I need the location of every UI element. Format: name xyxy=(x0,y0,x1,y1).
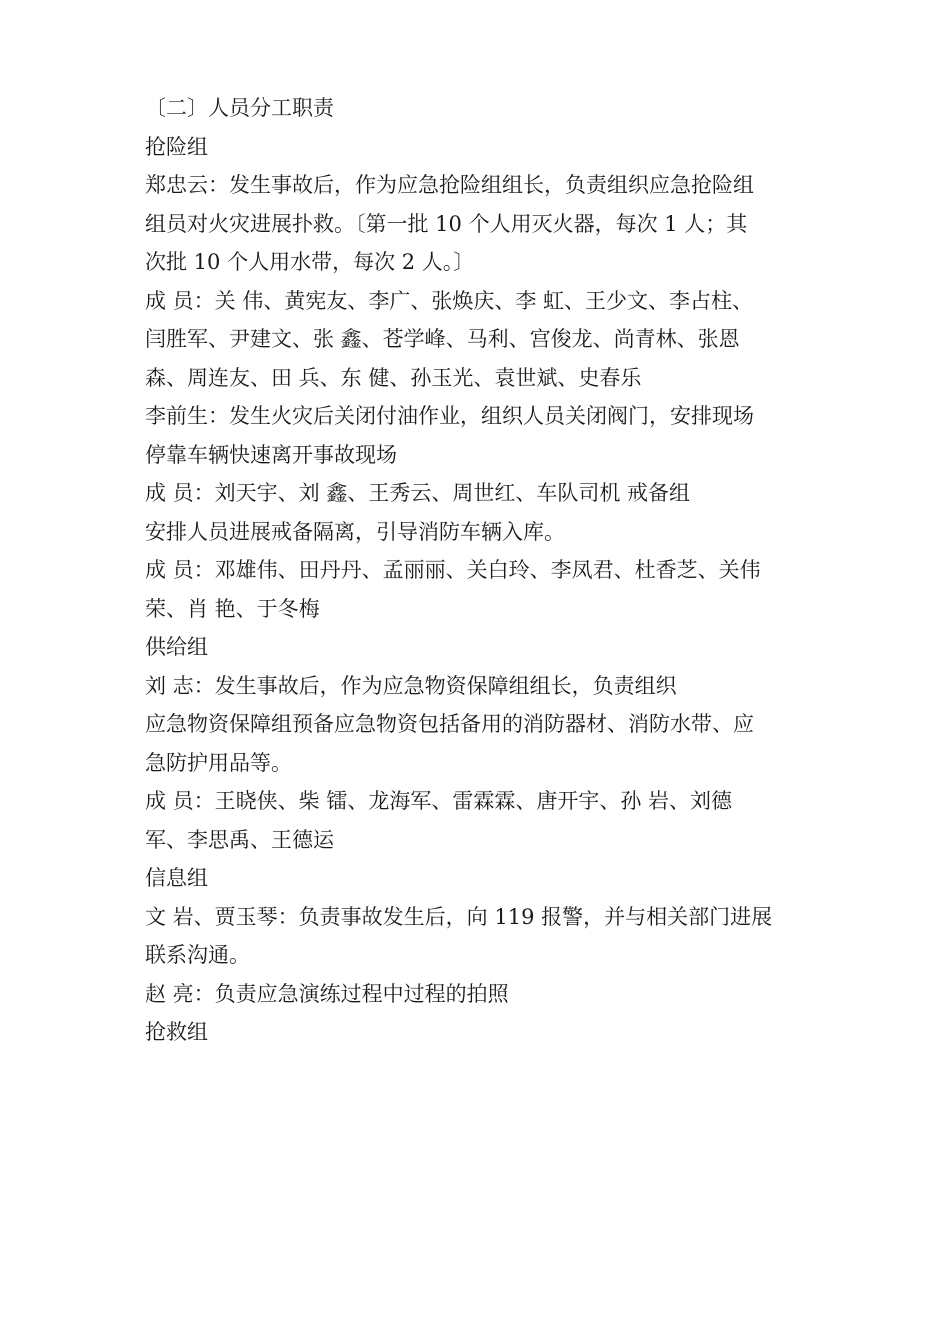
member-list-line: 森、周连友、田 兵、东 健、孙玉光、袁世斌、史春乐 xyxy=(145,365,642,390)
paragraph-line: 文 岩、贾玉琴：负责事故发生后，向 119 报警，并与相关部门进展 xyxy=(145,904,773,929)
section-heading: 〔二〕人员分工职责 xyxy=(145,96,334,120)
paragraph-line: 赵 亮：负责应急演练过程中过程的拍照 xyxy=(145,981,509,1006)
group-title-rescue: 抢险组 xyxy=(145,134,208,159)
document-body xyxy=(145,89,815,1052)
member-list-line: 荣、肖 艳、于冬梅 xyxy=(145,596,320,621)
group-title-info: 信息组 xyxy=(145,866,208,890)
member-list-line: 军、李思禹、王德运 xyxy=(145,827,334,852)
paragraph-line: 次批 10 个人用水带，每次 2 人。〕 xyxy=(145,250,475,274)
group-title-supply: 供给组 xyxy=(145,635,208,659)
member-list-line: 成 员：刘天宇、刘 鑫、王秀云、周世红、车队司机 戒备组 xyxy=(145,481,691,505)
paragraph-line: 联系沟通。 xyxy=(145,943,250,967)
paragraph-line: 停靠车辆快速离开事故现场 xyxy=(145,442,397,467)
member-list-line: 成 员：关 伟、黄宪友、李广、张焕庆、李 虹、王少文、李占柱、 xyxy=(145,288,754,313)
paragraph-line: 刘 志：发生事故后，作为应急物资保障组组长，负责组织 xyxy=(145,673,677,698)
group-title-first-aid: 抢救组 xyxy=(145,1020,208,1044)
paragraph-line: 急防护用品等。 xyxy=(145,750,292,775)
paragraph-line: 郑忠云：发生事故后，作为应急抢险组组长，负责组织应急抢险组 xyxy=(145,173,754,197)
paragraph-line: 应急物资保障组预备应急物资包括备用的消防器材、消防水带、应 xyxy=(145,712,754,736)
member-list-line: 成 员：王晓侠、柴 镭、龙海军、雷霖霖、唐开宇、孙 岩、刘德 xyxy=(145,789,733,813)
member-list-line: 闫胜军、尹建文、张 鑫、苍学峰、马利、宫俊龙、尚青林、张恩 xyxy=(145,327,740,351)
paragraph-line: 李前生：发生火灾后关闭付油作业，组织人员关闭阀门，安排现场 xyxy=(145,404,754,428)
paragraph-line: 组员对火灾进展扑救。〔第一批 10 个人用灭火器，每次 1 人；其 xyxy=(145,211,748,236)
member-list-line: 成 员：邓雄伟、田丹丹、孟丽丽、关白玲、李凤君、杜香芝、关伟 xyxy=(145,558,761,582)
paragraph-line: 安排人员进展戒备隔离，引导消防车辆入库。 xyxy=(145,519,565,544)
